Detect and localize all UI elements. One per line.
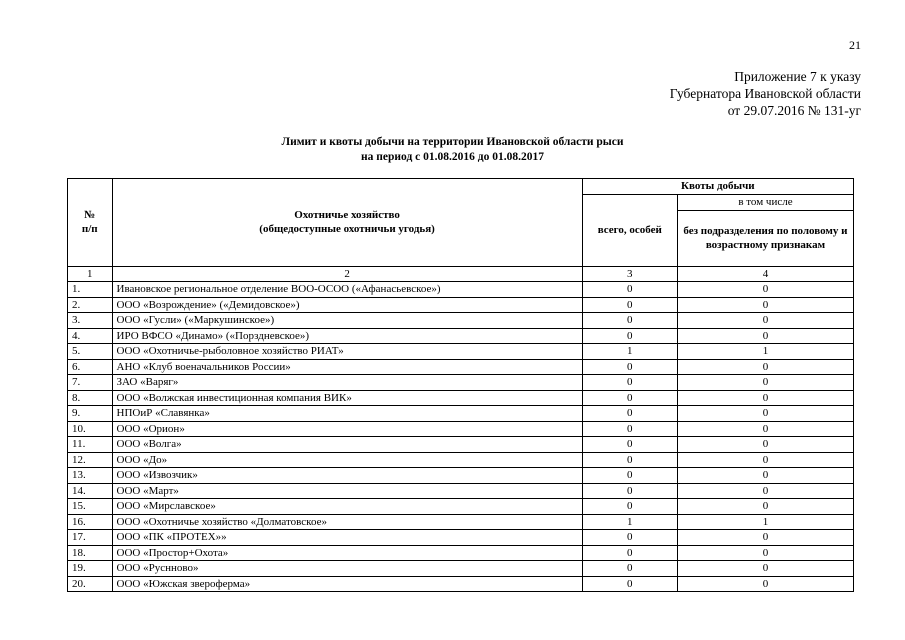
table-row xyxy=(68,313,854,329)
row-total: 0 xyxy=(582,545,677,561)
row-total: 0 xyxy=(582,297,677,313)
appendix-header xyxy=(670,68,861,119)
table-row xyxy=(68,344,854,360)
row-total: 0 xyxy=(582,406,677,422)
row-subdivision: 0 xyxy=(677,390,853,406)
row-number: 13. xyxy=(68,468,113,484)
row-number: 14. xyxy=(68,483,113,499)
appendix-line-2: Губернатора Ивановской области xyxy=(669,86,861,101)
row-number: 11. xyxy=(68,437,113,453)
quota-table xyxy=(67,178,854,592)
row-subdivision: 0 xyxy=(677,421,853,437)
row-number: 17. xyxy=(68,530,113,546)
row-total: 0 xyxy=(582,313,677,329)
row-subdivision: 0 xyxy=(677,483,853,499)
index-cell: 4 xyxy=(677,266,853,282)
row-name: ООО «Простор+Охота» xyxy=(112,545,582,561)
table-row xyxy=(68,561,854,577)
row-total: 0 xyxy=(582,282,677,298)
row-name: ООО «Руснново» xyxy=(112,561,582,577)
row-subdivision: 0 xyxy=(677,375,853,391)
row-subdivision: 0 xyxy=(677,297,853,313)
table-row xyxy=(68,576,854,592)
header-number-line-1: № xyxy=(84,208,96,221)
row-number: 6. xyxy=(68,359,113,375)
table-row xyxy=(68,545,854,561)
row-total: 0 xyxy=(582,437,677,453)
table-row xyxy=(68,514,854,530)
row-name: ООО «Март» xyxy=(112,483,582,499)
row-name: ООО «До» xyxy=(112,452,582,468)
row-total: 0 xyxy=(582,328,677,344)
row-number: 5. xyxy=(68,344,113,360)
row-number: 9. xyxy=(68,406,113,422)
row-total: 1 xyxy=(582,514,677,530)
row-total: 0 xyxy=(582,421,677,437)
index-row xyxy=(68,266,854,282)
header-number xyxy=(68,179,113,267)
row-total: 0 xyxy=(582,359,677,375)
table-row xyxy=(68,437,854,453)
row-name: ООО «Южская звероферма» xyxy=(112,576,582,592)
row-subdivision: 0 xyxy=(677,328,853,344)
row-subdivision: 0 xyxy=(677,406,853,422)
row-total: 0 xyxy=(582,530,677,546)
row-subdivision: 0 xyxy=(677,359,853,375)
table-row xyxy=(68,282,854,298)
row-total: 0 xyxy=(582,576,677,592)
index-cell: 3 xyxy=(582,266,677,282)
row-name: ЗАО «Варяг» xyxy=(112,375,582,391)
table-row xyxy=(68,499,854,515)
header-quotas: Квоты добычи xyxy=(582,179,853,195)
title-line-2: на период с 01.08.2016 до 01.08.2017 xyxy=(361,151,544,163)
header-including: в том числе xyxy=(677,195,853,211)
row-number: 8. xyxy=(68,390,113,406)
table-row xyxy=(68,530,854,546)
table-row xyxy=(68,375,854,391)
row-number: 16. xyxy=(68,514,113,530)
row-total: 1 xyxy=(582,344,677,360)
row-subdivision: 0 xyxy=(677,561,853,577)
row-name: Ивановское региональное отделение ВОО-ОСОО («Афанасьевское») xyxy=(112,282,582,298)
table-row xyxy=(68,483,854,499)
row-name: ИРО ВФСО «Динамо» («Порздневское») xyxy=(112,328,582,344)
table-row xyxy=(68,359,854,375)
row-subdivision: 0 xyxy=(677,530,853,546)
row-total: 0 xyxy=(582,499,677,515)
row-subdivision: 0 xyxy=(677,437,853,453)
row-subdivision: 0 xyxy=(677,545,853,561)
row-total: 0 xyxy=(582,375,677,391)
header-name-line-1: Охотничье хозяйство xyxy=(294,208,400,221)
row-number: 7. xyxy=(68,375,113,391)
row-name: ООО «Мирславское» xyxy=(112,499,582,515)
row-number: 2. xyxy=(68,297,113,313)
appendix-line-1: Приложение 7 к указу xyxy=(734,69,861,84)
row-name: ООО «Извозчик» xyxy=(112,468,582,484)
row-subdivision: 1 xyxy=(677,344,853,360)
header-hunting-area xyxy=(112,179,582,267)
header-name-line-2: (общедоступные охотничьи угодья) xyxy=(259,223,435,236)
row-name: ООО «Охотничье-рыболовное хозяйство РИАТ» xyxy=(112,344,582,360)
row-number: 3. xyxy=(68,313,113,329)
row-name: ООО «ПК «ПРОТЕХ»» xyxy=(112,530,582,546)
header-number-line-2: п/п xyxy=(81,223,98,236)
row-name: ООО «Волга» xyxy=(112,437,582,453)
row-number: 10. xyxy=(68,421,113,437)
row-subdivision: 0 xyxy=(677,468,853,484)
table-row xyxy=(68,452,854,468)
row-name: ООО «Охотничье хозяйство «Долматовское» xyxy=(112,514,582,530)
row-subdivision: 0 xyxy=(677,282,853,298)
table-row xyxy=(68,406,854,422)
row-subdivision: 0 xyxy=(677,499,853,515)
table-row xyxy=(68,297,854,313)
row-number: 12. xyxy=(68,452,113,468)
table-row xyxy=(68,390,854,406)
table-row xyxy=(68,328,854,344)
index-cell: 2 xyxy=(112,266,582,282)
row-number: 20. xyxy=(68,576,113,592)
row-name: НПОиР «Славянка» xyxy=(112,406,582,422)
row-total: 0 xyxy=(582,468,677,484)
row-number: 19. xyxy=(68,561,113,577)
title-line-1: Лимит и квоты добычи на территории Ивановской области рыси xyxy=(281,136,624,148)
table-row xyxy=(68,421,854,437)
row-name: ООО «Гусли» («Маркушинское») xyxy=(112,313,582,329)
header-total: всего, особей xyxy=(582,195,677,267)
row-number: 18. xyxy=(68,545,113,561)
row-subdivision: 0 xyxy=(677,313,853,329)
row-subdivision: 1 xyxy=(677,514,853,530)
row-total: 0 xyxy=(582,390,677,406)
row-number: 1. xyxy=(68,282,113,298)
header-subdivision: без подразделения по половому и возрастному признакам xyxy=(677,210,853,266)
row-subdivision: 0 xyxy=(677,452,853,468)
row-total: 0 xyxy=(582,452,677,468)
row-number: 15. xyxy=(68,499,113,515)
index-cell: 1 xyxy=(68,266,113,282)
row-subdivision: 0 xyxy=(677,576,853,592)
page-number: 21 xyxy=(849,38,861,52)
row-name: ООО «Возрождение» («Демидовское») xyxy=(112,297,582,313)
row-total: 0 xyxy=(582,561,677,577)
row-name: ООО «Орион» xyxy=(112,421,582,437)
row-name: ООО «Волжская инвестиционная компания ВИК» xyxy=(112,390,582,406)
row-number: 4. xyxy=(68,328,113,344)
row-total: 0 xyxy=(582,483,677,499)
appendix-line-3: от 29.07.2016 № 131-уг xyxy=(727,103,861,118)
document-title xyxy=(0,135,905,165)
row-name: АНО «Клуб военачальников России» xyxy=(112,359,582,375)
table-row xyxy=(68,468,854,484)
